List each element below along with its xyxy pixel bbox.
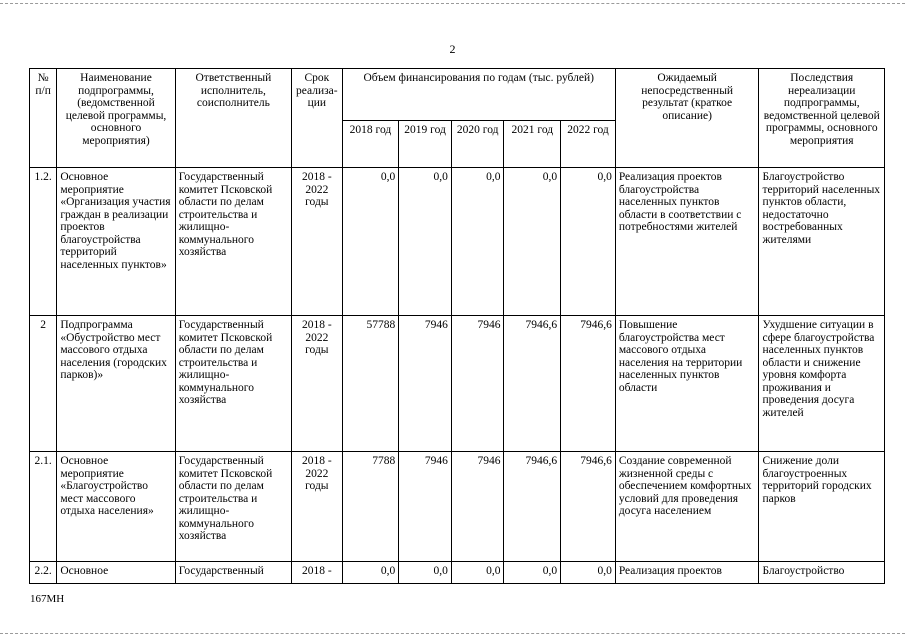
row-value-2020: 7946 [451, 316, 504, 452]
row-value-2019: 7946 [399, 452, 452, 562]
row-name: Подпрограмма «Обустройство мест массового отдыха населения (городских парков)» [57, 316, 175, 452]
row-value-2019: 0,0 [399, 168, 452, 316]
header-consequences: Последствия нереализации подпрограммы, ведомственной целевой программы, основного мероприятия [759, 69, 885, 168]
row-value-2021: 7946,6 [504, 316, 561, 452]
row-term: 2018 - 2022 годы [292, 168, 343, 316]
row-value-2020: 7946 [451, 452, 504, 562]
row-value-2018: 7788 [342, 452, 399, 562]
table-row [30, 452, 885, 562]
row-value-2020: 0,0 [451, 562, 504, 584]
header-name: Наименование подпрограммы, (ведомственной целевой программы, основного мероприятия) [57, 69, 175, 168]
row-value-2022: 7946,6 [561, 316, 616, 452]
row-result: Реализация проектов [615, 562, 759, 584]
row-result: Повышение благоустройства мест массового отдыха населения на территории населенных пунктов области [615, 316, 759, 452]
row-value-2021: 0,0 [504, 562, 561, 584]
table-row [30, 168, 885, 316]
table-row [30, 316, 885, 452]
row-term: 2018 - 2022 годы [292, 316, 343, 452]
row-value-2022: 0,0 [561, 168, 616, 316]
header-term: Срок реализа-ции [292, 69, 343, 168]
financing-table [29, 68, 885, 584]
row-value-2018: 0,0 [342, 562, 399, 584]
header-year: 2022 год [561, 121, 616, 168]
row-num: 2.2. [30, 562, 57, 584]
header-year: 2018 год [342, 121, 399, 168]
header-executor: Ответственный исполнитель, соисполнитель [175, 69, 291, 168]
row-num: 2 [30, 316, 57, 452]
page-number: 2 [449, 42, 456, 56]
header-year: 2020 год [451, 121, 504, 168]
header-year: 2019 год [399, 121, 452, 168]
scan-edge-top [0, 3, 905, 4]
row-executor: Государственный комитет Псковской области по делам строительства и жилищно-коммунального хозяйства [175, 452, 291, 562]
row-value-2021: 0,0 [504, 168, 561, 316]
row-value-2018: 57788 [342, 316, 399, 452]
row-value-2019: 7946 [399, 316, 452, 452]
row-consequences: Снижение доли благоустроенных территорий городских парков [759, 452, 885, 562]
row-value-2019: 0,0 [399, 562, 452, 584]
row-value-2022: 0,0 [561, 562, 616, 584]
row-num: 1.2. [30, 168, 57, 316]
row-executor: Государственный [175, 562, 291, 584]
table-row [30, 562, 885, 584]
row-term: 2018 - [292, 562, 343, 584]
row-num: 2.1. [30, 452, 57, 562]
header-result: Ожидаемый непосредственный результат (краткое описание) [615, 69, 759, 168]
row-value-2021: 7946,6 [504, 452, 561, 562]
header-year: 2021 год [504, 121, 561, 168]
row-term: 2018 - 2022 годы [292, 452, 343, 562]
row-result: Реализация проектов благоустройства населенных пунктов области в соответствии с потребностями жителей [615, 168, 759, 316]
row-value-2020: 0,0 [451, 168, 504, 316]
row-executor: Государственный комитет Псковской области по делам строительства и жилищно-коммунального хозяйства [175, 316, 291, 452]
row-name: Основное мероприятие «Благоустройство мест массового отдыха населения» [57, 452, 175, 562]
row-consequences: Ухудшение ситуации в сфере благоустройства населенных пунктов области и снижение уровня комфорта проживания и проведения досуга жителей [759, 316, 885, 452]
row-consequences: Благоустройство [759, 562, 885, 584]
scan-edge-bottom [0, 633, 905, 634]
row-consequences: Благоустройство территорий населенных пунктов области, недостаточно востребованных жителями [759, 168, 885, 316]
row-name: Основное мероприятие «Организация участия граждан в реализации проектов благоустройства территорий населенных пунктов» [57, 168, 175, 316]
header-row [30, 69, 885, 121]
row-result: Создание современной жизненной среды с обеспечением комфортных условий для проведения досуга населением [615, 452, 759, 562]
row-value-2018: 0,0 [342, 168, 399, 316]
row-name: Основное [57, 562, 175, 584]
document-code: 167МН [30, 593, 65, 605]
row-executor: Государственный комитет Псковской области по делам строительства и жилищно-коммунального хозяйства [175, 168, 291, 316]
header-num: № п/п [30, 69, 57, 168]
row-value-2022: 7946,6 [561, 452, 616, 562]
header-financing: Объем финансирования по годам (тыс. рублей) [342, 69, 615, 121]
